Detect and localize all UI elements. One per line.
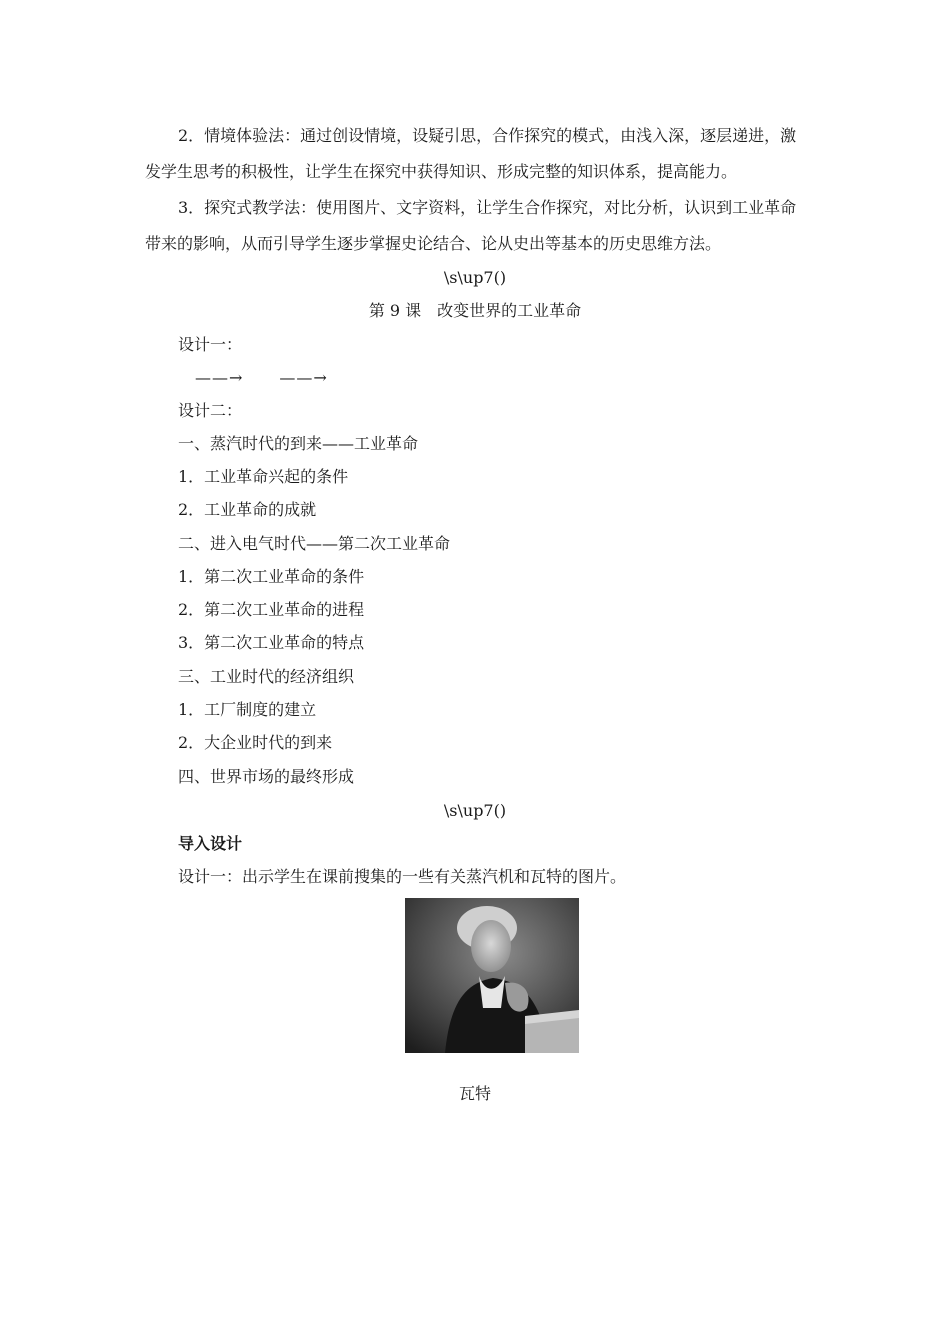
outline-item: 四、世界市场的最终形成	[178, 767, 355, 786]
paragraph-method-3: 3．探究式教学法：使用图片、文字资料，让学生合作探究，对比分析，认识到工业革命带来的影响，从而引导学生逐步掌握史论结合、论从史出等基本的历史思维方法。	[145, 198, 797, 253]
outline-item: 2．第二次工业革命的进程	[178, 600, 365, 619]
flow-arrows	[195, 368, 328, 387]
outline-item: 1．工厂制度的建立	[178, 700, 317, 719]
outline-item: 1．工业革命兴起的条件	[178, 467, 349, 486]
paragraph-method-2: 2．情境体验法：通过创设情境，设疑引思，合作探究的模式，由浅入深，逐层递进，激发学生思考的积极性，让学生在探究中获得知识、形成完整的知识体系，提高能力。	[145, 126, 797, 181]
design-two-label: 设计二：	[178, 401, 243, 420]
outline-item: 三、工业时代的经济组织	[178, 667, 355, 686]
outline-item: 2．工业革命的成就	[178, 500, 317, 519]
field-code: \s\up7()	[443, 801, 507, 820]
photo-caption: 瓦特	[458, 1084, 491, 1103]
lesson-title: 第 9 课 改变世界的工业革命	[368, 301, 582, 320]
arrow-icon: ——→	[279, 368, 328, 387]
portrait-illustration	[405, 898, 579, 1053]
intro-design-one: 设计一：出示学生在课前搜集的一些有关蒸汽机和瓦特的图片。	[178, 867, 627, 886]
watt-portrait-image	[405, 898, 579, 1053]
field-code: \s\up7()	[443, 268, 507, 287]
arrow-icon: ——→	[195, 368, 244, 387]
outline-item: 2．大企业时代的到来	[178, 733, 333, 752]
intro-heading: 导入设计	[178, 834, 243, 853]
design-one-label: 设计一：	[178, 335, 243, 354]
outline-item: 一、蒸汽时代的到来——工业革命	[178, 434, 419, 453]
outline-item: 1．第二次工业革命的条件	[178, 567, 365, 586]
outline-item: 二、进入电气时代——第二次工业革命	[178, 534, 451, 553]
outline-item: 3．第二次工业革命的特点	[178, 633, 365, 652]
